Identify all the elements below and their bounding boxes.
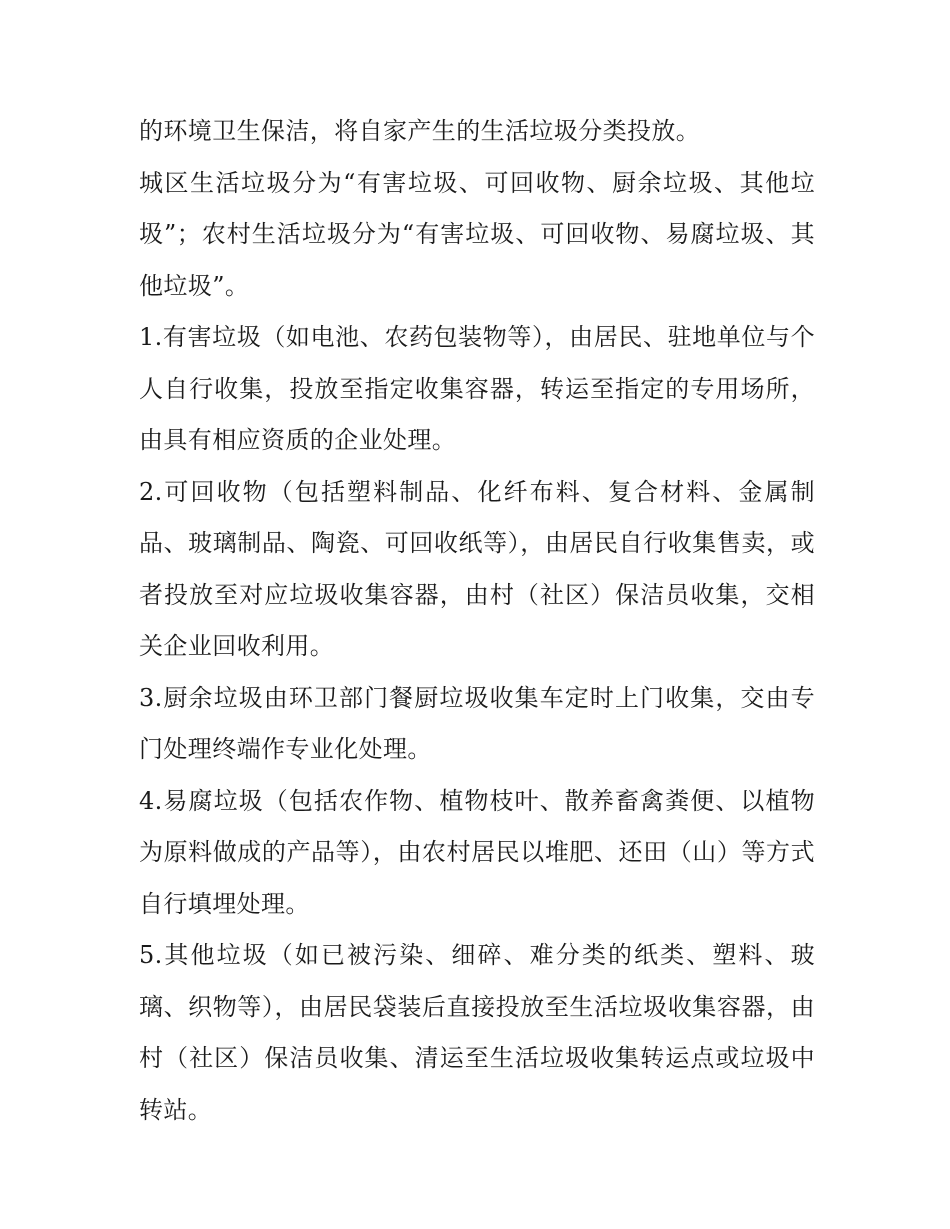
paragraph-other-waste: 5.其他垃圾（如已被污染、细碎、难分类的纸类、塑料、玻璃、织物等），由居民袋装后直接投放至生活垃圾收集容器，由村（社区）保洁员收集、清运至生活垃圾收集转运点或垃圾中转站。 bbox=[139, 941, 815, 1124]
paragraph-kitchen-waste: 3.厨余垃圾由环卫部门餐厨垃圾收集车定时上门收集，交由专门处理终端作专业化处理。 bbox=[139, 683, 815, 763]
document-body bbox=[139, 106, 815, 1136]
paragraph-continuation: 的环境卫生保洁，将自家产生的生活垃圾分类投放。 bbox=[139, 117, 701, 145]
paragraph-hazardous-waste: 1.有害垃圾（如电池、农药包装物等），由居民、驻地单位与个人自行收集，投放至指定收集容器，转运至指定的专用场所，由具有相应资质的企业处理。 bbox=[139, 323, 815, 454]
paragraph-perishable-waste: 4.易腐垃圾（包括农作物、植物枝叶、散养畜禽粪便、以植物为原料做成的产品等），由农村居民以堆肥、还田（山）等方式自行填埋处理。 bbox=[139, 786, 815, 918]
paragraph-recyclables: 2.可回收物（包括塑料制品、化纤布料、复合材料、金属制品、玻璃制品、陶瓷、可回收纸等），由居民自行收集售卖，或者投放至对应垃圾收集容器，由村（社区）保洁员收集，交相关企业回收利用。 bbox=[139, 477, 815, 660]
paragraph-classification-overview: 城区生活垃圾分为“有害垃圾、可回收物、厨余垃圾、其他垃圾”；农村生活垃圾分为“有害垃圾、可回收物、易腐垃圾、其他垃圾”。 bbox=[139, 168, 815, 300]
